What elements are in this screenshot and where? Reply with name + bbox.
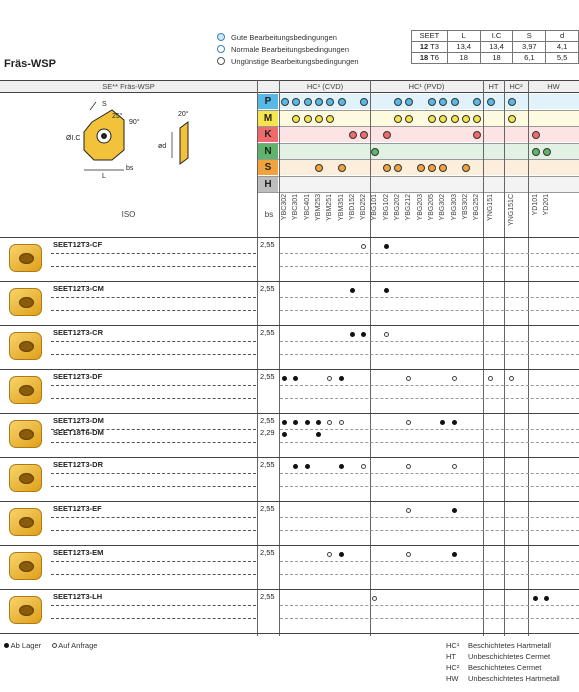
grade-label: YBG202 (394, 194, 401, 221)
suitability-icon (462, 164, 470, 172)
dims-cell: 3,97 (513, 42, 546, 53)
insert-image (9, 288, 42, 316)
grade-label: YBD252 (360, 194, 368, 221)
suitability-icon (487, 98, 495, 106)
group-hw: HW (547, 82, 560, 91)
abbr-key: HW (446, 674, 459, 683)
suitability-icon (417, 164, 425, 172)
dashed-line (51, 253, 256, 254)
drawing-ic-label: ØI.C (66, 135, 81, 142)
in-stock-dot (293, 376, 298, 381)
group-cvd: HC¹ (CVD) (306, 82, 344, 91)
on-request-dot (327, 420, 332, 425)
abbr-value: Beschichtetes Cermet (468, 663, 542, 672)
dashed-line (51, 605, 256, 606)
dashed-line (51, 297, 256, 298)
group-ht: HT (488, 82, 499, 91)
on-request-dot (452, 376, 457, 381)
on-request-label: Auf Anfrage (58, 641, 98, 650)
abbr-value: Beschichtetes Hartmetall (468, 641, 551, 650)
dims-cell: 18 (447, 53, 480, 64)
in-stock-dot (293, 420, 298, 425)
grade-label: YNG151C (508, 194, 515, 226)
grade-label: YBG212 (405, 194, 413, 221)
product-bs: 2,55 (260, 416, 275, 425)
abbr-value: Unbeschichtetes Hartmetall (468, 674, 560, 683)
dims-code-size: 12 (419, 42, 429, 51)
stock-legend (4, 641, 97, 650)
material-strip (280, 177, 579, 192)
grade-label: YBM251 (326, 194, 334, 221)
iso-label: ISO (121, 210, 136, 219)
dashed-line (280, 517, 579, 518)
dashed-line (51, 517, 256, 518)
bs-label: bs (264, 210, 274, 219)
dashed-line (280, 341, 579, 342)
suitability-icon (383, 164, 391, 172)
dims-code (412, 42, 448, 53)
in-stock-dot (440, 420, 445, 425)
column-divider (528, 80, 529, 636)
row-line (0, 457, 579, 458)
product-code: SEET12T3-CF (53, 240, 103, 249)
dims-code-thickness: T3 (430, 42, 439, 51)
dashed-line (280, 605, 579, 606)
grade-label: YBG101 (371, 194, 379, 221)
suitability-icon (315, 164, 323, 172)
dims-code-size: 18 (419, 53, 429, 62)
dims-header: SEET (412, 31, 448, 42)
dims-cell: 13,4 (480, 42, 513, 53)
in-stock-dot (339, 464, 344, 469)
grade-label: YBM253 (314, 194, 322, 221)
dashed-line (280, 473, 579, 474)
legend-label: Normale Bearbeitungsbedingungen (231, 44, 350, 54)
dashed-line (280, 618, 579, 619)
page-title: Fräs-WSP (4, 58, 56, 70)
dashed-line (51, 429, 256, 430)
grade-label: YBG303 (450, 194, 458, 221)
grade-label: YBG102 (382, 194, 390, 221)
on-request-dot (361, 464, 366, 469)
suitability-icon (462, 115, 470, 123)
dashed-line (51, 398, 256, 399)
dims-cell: 13,4 (447, 42, 480, 53)
grade-table (0, 80, 579, 636)
on-request-dot (361, 244, 366, 249)
product-code: SEET12T3-LH (53, 592, 103, 601)
grade-label: YBC401 (303, 194, 311, 221)
product-bs: 2,55 (260, 460, 275, 469)
dashed-line (280, 310, 579, 311)
drawing-angle1: 25° (112, 113, 123, 120)
row-line (0, 369, 579, 370)
insert-image (9, 420, 42, 448)
abbr-row (446, 663, 560, 674)
type-label: SE** Fräs-WSP (102, 82, 155, 91)
drawing-l-label: L (102, 173, 106, 180)
dashed-line (51, 442, 256, 443)
in-stock-dot (384, 288, 389, 293)
row-line (0, 281, 579, 282)
on-request-dot (406, 552, 411, 557)
drawing-angle2: 90° (129, 119, 140, 126)
in-stock-dot (533, 596, 538, 601)
dashed-line (51, 561, 256, 562)
abbr-value: Unbeschichtetes Cermet (468, 652, 551, 661)
product-bs: 2,55 (260, 504, 275, 513)
grade-label: YBC302 (281, 194, 288, 221)
on-request-dot (406, 420, 411, 425)
dashed-line (280, 253, 579, 254)
on-request-dot (384, 332, 389, 337)
in-stock-dot (339, 376, 344, 381)
in-stock-dot (452, 552, 457, 557)
grade-label: YNG151 (487, 194, 494, 221)
dims-cell: 5,5 (546, 53, 579, 64)
in-stock-icon (4, 643, 9, 648)
suitability-icon (315, 115, 323, 123)
suitability-icon (451, 115, 459, 123)
product-bs: 2,55 (260, 284, 275, 293)
insert-side-view (172, 122, 188, 164)
dimensions-table (411, 30, 579, 64)
dashed-line (280, 297, 579, 298)
in-stock-dot (350, 288, 355, 293)
dashed-line (51, 486, 256, 487)
dashed-line (51, 310, 256, 311)
in-stock-dot (452, 420, 457, 425)
on-request-dot (509, 376, 514, 381)
insert-image (9, 552, 42, 580)
suitability-icon (473, 115, 481, 123)
dims-cell: 4,1 (546, 42, 579, 53)
product-code: SEET12T3-DR (53, 460, 104, 469)
product-bs: 2,55 (260, 592, 275, 601)
abbr-key: HC² (446, 663, 460, 672)
row-line (0, 413, 579, 414)
suitability-icon (394, 164, 402, 172)
in-stock-dot (452, 508, 457, 513)
in-stock-dot (282, 420, 287, 425)
dims-header: S (513, 31, 546, 42)
abbr-key: HT (446, 652, 456, 661)
suitability-icon (394, 98, 402, 106)
dashed-line (280, 266, 579, 267)
insert-image (9, 596, 42, 624)
material-h: H (258, 177, 278, 192)
in-stock-dot (544, 596, 549, 601)
row-line (0, 325, 579, 326)
good-conditions-icon (217, 33, 225, 41)
product-code: SEET12T3-CR (53, 328, 104, 337)
product-code: SEET12T3-DM (53, 416, 104, 425)
suitability-icon (508, 98, 516, 106)
drawing-angle3: 20° (178, 111, 189, 118)
suitability-icon (371, 148, 379, 156)
dims-cell: 6,1 (513, 53, 546, 64)
on-request-dot (406, 464, 411, 469)
dims-header: I.C (480, 31, 513, 42)
grade-label: YBG302 (439, 194, 447, 221)
legend-label: Ungünstige Bearbeitungsbedingungen (231, 56, 359, 66)
group-pvd: HC¹ (PVD) (408, 82, 445, 91)
dashed-line (280, 398, 579, 399)
legend-item (217, 43, 359, 55)
row-line (0, 501, 579, 502)
in-stock-label: Ab Lager (10, 641, 42, 650)
dashed-line (280, 442, 579, 443)
suitability-icon (451, 98, 459, 106)
grade-label: YD101 (532, 194, 539, 216)
suitability-icon (543, 148, 551, 156)
grade-label: YBG205 (427, 194, 435, 221)
on-request-dot (488, 376, 493, 381)
suitability-icon (292, 115, 300, 123)
product-bs: 2,55 (260, 240, 275, 249)
suitability-icon (338, 164, 346, 172)
product-bs: 2,29 (260, 428, 275, 437)
material-s: S (258, 160, 278, 175)
dims-header: d (546, 31, 579, 42)
product-code: SEET12T3-EM (53, 548, 104, 557)
legend (217, 31, 359, 67)
suitability-icon (394, 115, 402, 123)
dashed-line (51, 574, 256, 575)
dashed-line (51, 618, 256, 619)
grade-label: YBC301 (292, 194, 300, 221)
in-stock-dot (305, 464, 310, 469)
in-stock-dot (293, 464, 298, 469)
material-n: N (258, 144, 278, 159)
on-request-dot (406, 376, 411, 381)
dashed-line (51, 354, 256, 355)
on-request-dot (327, 376, 332, 381)
insert-image (9, 244, 42, 272)
row-line (0, 633, 579, 634)
in-stock-dot (316, 420, 321, 425)
suitability-icon (508, 115, 516, 123)
dashed-line (51, 266, 256, 267)
suitability-icon (428, 98, 436, 106)
column-divider (483, 80, 484, 636)
dashed-line (280, 574, 579, 575)
suitability-icon (428, 164, 436, 172)
dashed-line (280, 429, 579, 430)
legend-label: Gute Bearbeitungsbedingungen (231, 32, 337, 42)
dashed-line (51, 530, 256, 531)
product-bs: 2,55 (260, 548, 275, 557)
suitability-icon (532, 148, 540, 156)
material-k: K (258, 127, 278, 142)
abbr-key: HC¹ (446, 641, 460, 650)
column-divider (257, 80, 258, 636)
grade-label: YD201 (543, 194, 550, 216)
suitability-icon (338, 98, 346, 106)
dashed-line (280, 530, 579, 531)
legend-item (217, 55, 359, 67)
dashed-line (280, 354, 579, 355)
insert-drawing (62, 98, 202, 186)
dashed-line (51, 473, 256, 474)
bad-conditions-icon (217, 57, 225, 65)
suitability-icon (428, 115, 436, 123)
suitability-icon (304, 98, 312, 106)
suitability-icon (532, 131, 540, 139)
on-request-dot (372, 596, 377, 601)
product-code: SEET12T3-DF (53, 372, 103, 381)
on-request-icon (52, 643, 57, 648)
abbr-row (446, 652, 560, 663)
suitability-icon (383, 131, 391, 139)
material-p: P (258, 94, 278, 109)
dashed-line (280, 561, 579, 562)
drawing-d-label: ød (158, 143, 167, 150)
drawing-s-label: S (102, 101, 107, 108)
suitability-icon (405, 115, 413, 123)
in-stock-dot (282, 432, 287, 437)
in-stock-dot (361, 332, 366, 337)
in-stock-dot (316, 432, 321, 437)
column-divider (370, 80, 371, 636)
normal-conditions-icon (217, 45, 225, 53)
in-stock-dot (305, 420, 310, 425)
dashed-line (280, 486, 579, 487)
suitability-icon (281, 98, 289, 106)
group-hc2: HC² (509, 82, 523, 91)
suitability-icon (315, 98, 323, 106)
in-stock-dot (384, 244, 389, 249)
dashed-line (51, 341, 256, 342)
dims-cell: 18 (480, 53, 513, 64)
on-request-dot (339, 420, 344, 425)
suitability-icon (326, 115, 334, 123)
material-m: M (258, 111, 278, 126)
product-bs: 2,55 (260, 328, 275, 337)
legend-item (217, 31, 359, 43)
on-request-dot (327, 552, 332, 557)
suitability-icon (349, 131, 357, 139)
grade-label: YBS302 (461, 194, 469, 220)
row-divider (258, 192, 579, 193)
dims-header: L (447, 31, 480, 42)
on-request-dot (406, 508, 411, 513)
in-stock-dot (350, 332, 355, 337)
abbreviation-legend (446, 641, 560, 685)
product-code: SEET12T3-EF (53, 504, 102, 513)
on-request-dot (452, 464, 457, 469)
product-code: SEET18T6-DM (53, 428, 104, 437)
dims-code-thickness: T6 (430, 53, 439, 62)
product-code: SEET12T3-CM (53, 284, 104, 293)
dims-code (412, 53, 448, 64)
drawing-bs-label: bs (126, 165, 134, 172)
header-bottom-line (0, 237, 579, 238)
grade-label: YBG252 (473, 194, 481, 221)
dashed-line (280, 385, 579, 386)
column-divider (279, 80, 280, 636)
in-stock-dot (282, 376, 287, 381)
abbr-row (446, 674, 560, 685)
dashed-line (51, 385, 256, 386)
insert-image (9, 508, 42, 536)
grade-label: YBD152 (348, 194, 356, 221)
row-line (0, 545, 579, 546)
insert-image (9, 464, 42, 492)
column-divider (504, 80, 505, 636)
suitability-icon (439, 115, 447, 123)
insert-image (9, 376, 42, 404)
product-bs: 2,55 (260, 372, 275, 381)
insert-image (9, 332, 42, 360)
row-line (0, 589, 579, 590)
grade-label: YBG203 (416, 194, 424, 221)
abbr-row (446, 641, 560, 652)
suitability-icon (304, 115, 312, 123)
grade-label: YBM351 (337, 194, 345, 221)
in-stock-dot (339, 552, 344, 557)
